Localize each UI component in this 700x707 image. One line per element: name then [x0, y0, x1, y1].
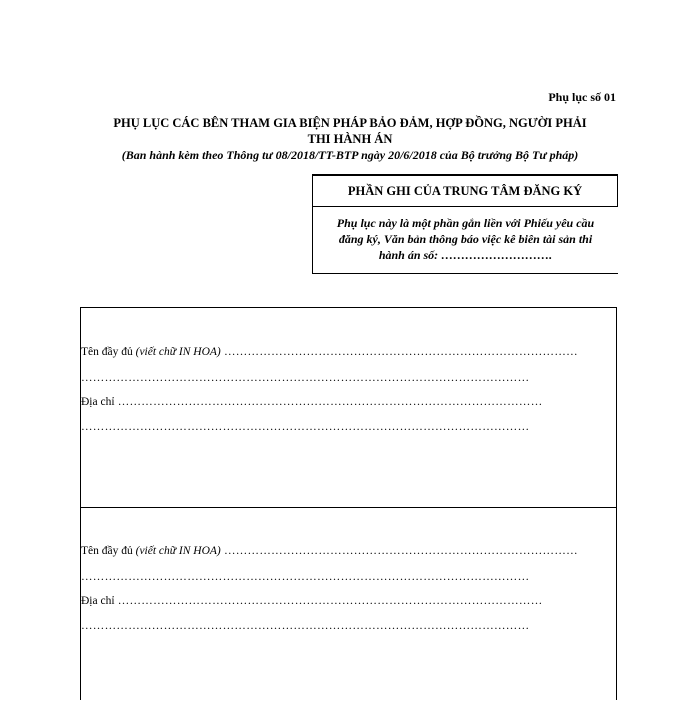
address-label: Địa chỉ — [81, 595, 115, 607]
fullname-dots[interactable]: ……………………………………………………………………………… — [220, 346, 578, 358]
registration-box-line-1: Phụ lục này là một phần gắn liền với Phiếu yêu cầu — [336, 216, 595, 230]
party-section-2 — [81, 507, 616, 707]
fullname-hint: (viết chữ IN HOA) — [135, 346, 221, 358]
title-line-1: PHỤ LỤC CÁC BÊN THAM GIA BIỆN PHÁP BẢO ĐẢM, HỢP ĐỒNG, NGƯỜI PHẢI — [113, 116, 587, 130]
fullname-continuation[interactable]: …………………………………………………………………………………………………… — [81, 571, 530, 583]
address-row[interactable] — [81, 396, 616, 408]
fullname-dots[interactable]: ……………………………………………………………………………… — [220, 545, 578, 557]
registration-center-box — [312, 174, 618, 274]
party-section-1 — [81, 308, 616, 507]
registration-box-line-2: đăng ký, Văn bản thông báo việc kê biên tài sản thi — [338, 232, 593, 246]
appendix-number: Phụ lục số 01 — [548, 90, 616, 104]
title-line-2: THI HÀNH ÁN — [307, 132, 393, 146]
address-continuation[interactable]: …………………………………………………………………………………………………… — [81, 620, 530, 632]
fullname-hint: (viết chữ IN HOA) — [135, 545, 221, 557]
fullname-row[interactable] — [81, 545, 616, 557]
fullname-continuation[interactable]: …………………………………………………………………………………………………… — [81, 372, 530, 384]
address-dots[interactable]: ……………………………………………………………………………………………… — [114, 595, 543, 607]
party-table — [80, 307, 617, 700]
fullname-row[interactable] — [81, 346, 616, 358]
registration-box-heading: PHẦN GHI CỦA TRUNG TÂM ĐĂNG KÝ — [313, 175, 618, 207]
address-label: Địa chỉ — [81, 396, 115, 408]
registration-box-line-3: hành án số: ………………………. — [378, 248, 553, 262]
document-subtitle: (Ban hành kèm theo Thông tư 08/2018/TT-BTP ngày 20/6/2018 của Bộ trưởng Bộ Tư pháp) — [121, 148, 579, 162]
address-row[interactable] — [81, 595, 616, 607]
address-continuation[interactable]: …………………………………………………………………………………………………… — [81, 421, 530, 433]
fullname-label: Tên đầy đủ — [81, 545, 133, 557]
registration-box-text — [313, 207, 618, 263]
fullname-label: Tên đầy đủ — [81, 346, 133, 358]
document-title — [80, 115, 620, 147]
address-dots[interactable]: ……………………………………………………………………………………………… — [114, 396, 543, 408]
